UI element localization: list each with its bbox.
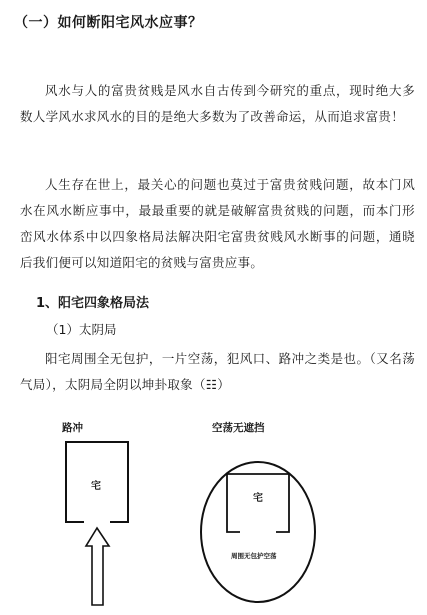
section-title: 1、阳宅四象格局法 <box>36 296 150 311</box>
road-rush-diagram <box>66 442 128 605</box>
road-arrow <box>86 528 109 605</box>
figure-diagrams <box>0 410 427 615</box>
empty-surround-diagram <box>201 462 315 602</box>
left-house-label: 宅 <box>91 481 101 492</box>
right-house-label: 宅 <box>253 493 263 504</box>
paragraph-wealth: 人生存在世上，最关心的问题也莫过于富贵贫贱问题，故本门风水在风水断应事中，最最重要的就是破解富贵贫贱的问题，而本门形峦风水体系中以四象格局法解决阳宅富贵贫贱风水断事的问题，通晓后我们便可以知道阳宅的贫贱与富贵应事。 <box>20 177 415 270</box>
empty-circle <box>201 462 315 602</box>
road-rush-label: 路冲 <box>62 422 83 434</box>
subsection-title: （1）太阴局 <box>46 322 117 337</box>
paragraph-taiyin: 阳宅周围全无包护，一片空荡，犯风口、路冲之类是也。（又名荡气局），太阴局全阴以坤卦取象（☷） <box>20 351 415 392</box>
empty-surround-label: 空荡无遮挡 <box>212 422 265 434</box>
right-house-caption: 周围无包护空荡 <box>231 552 277 560</box>
section-heading: （一）如何断阳宅风水应事？ <box>14 15 203 31</box>
paragraph-intro: 风水与人的富贵贫贱是风水自古传到今研究的重点，现时绝大多数人学风水求风水的目的是绝大多数为了改善命运，从而追求富贵！ <box>20 83 415 124</box>
